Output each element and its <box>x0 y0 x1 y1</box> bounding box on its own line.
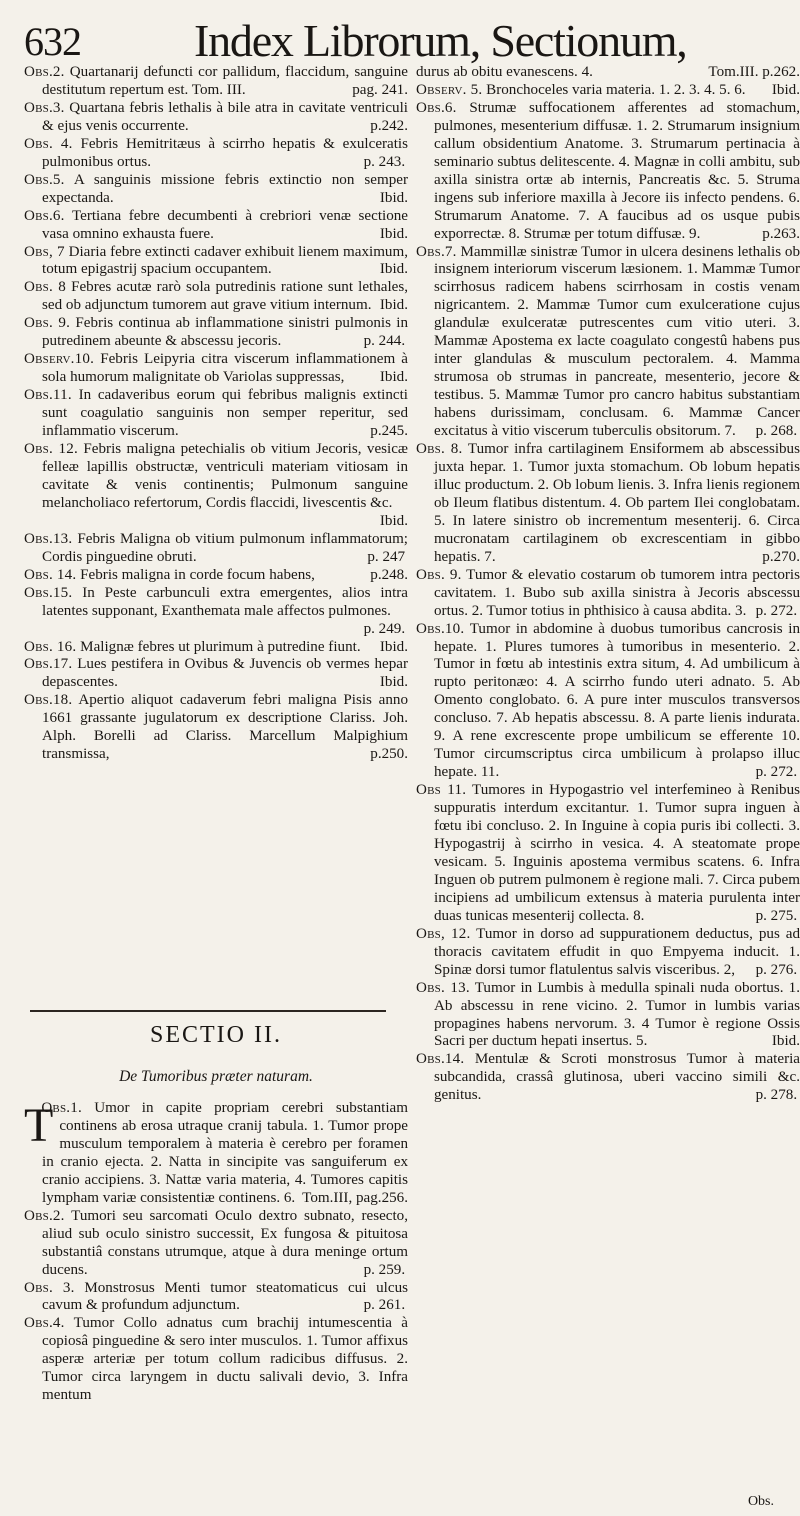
index-entry <box>24 1208 408 1280</box>
page-number: 632 <box>24 19 81 64</box>
observation-label: Obs. 16. <box>24 638 77 655</box>
observation-text: Tumor in dorso ad suppurationem deductus, pus ad thoracis cavitatem effudit in quo Empyema inducit. 1. Spinæ dorsi tumor flatulentus salvis visceribus. 2, <box>434 925 800 978</box>
page-reference: p. 278. <box>755 1087 798 1104</box>
index-entry <box>24 1280 408 1316</box>
observation-text: Febris Leipyria citra viscerum inflammationem à sola humorum malignitate ob Variolas suppressas, <box>42 351 408 386</box>
page-reference: p. 276. <box>755 961 798 978</box>
index-entry <box>24 244 408 280</box>
index-entry <box>24 64 408 100</box>
page-reference: Ibid. <box>379 261 408 278</box>
observation-label: Obs, 12. <box>416 925 471 942</box>
page-reference: p. 272. <box>755 602 798 619</box>
observation-label: Obs.18. <box>24 692 73 709</box>
observation-text: Tertiana febre decumbenti à crebriori venæ sectione vasa omnino exhausta fuere. <box>42 207 408 242</box>
page-reference: p. 272. <box>755 764 798 781</box>
index-entry <box>24 136 408 172</box>
index-entry <box>416 244 800 441</box>
page-reference: pag. 241. <box>352 81 408 98</box>
page-reference: Ibid. <box>379 189 408 206</box>
page-reference: p. 268. <box>755 423 798 440</box>
observation-text: Febris Hemitritæus à scirrho hepatis & exulceratis pulmonibus ortus. <box>42 135 409 170</box>
index-entry <box>24 656 408 692</box>
page-reference: p. 259. <box>363 1261 406 1278</box>
index-entry <box>24 387 408 441</box>
observation-text: Tumor Collo adnatus cum brachij intumescentia à copiosâ pinguedine & sero inter musculos. 1. Tumor affixus asperæ arteriæ per totum collum radicibus diffusus. 2. Tumor circa laryngem in ductu salivali devio, 3. Infra mentum <box>42 1315 408 1404</box>
observation-text: Apertio aliquot cadaverum febri maligna Pisis anno 1661 grassante jugulatorum ex descriptione Clariss. Joh. Alph. Borelli ad Clariss. Marcellum Malpighium transmissa, <box>42 692 408 763</box>
index-entry <box>416 82 800 100</box>
index-entry <box>24 1100 408 1208</box>
observation-text: Malignæ febres ut plurimum à putredine fiunt. <box>80 638 361 655</box>
observation-text: Umor in capite propriam cerebri substantiam continens ab erosa utraque cranij tabula. 1. Tumor prope musculum temporalem à materia è cerebro per foramen in cranio ejecta. 2. Natta in sincipite vas sanguiferum ex cranio accipiens. 3. Nattæ varia materia, 4. Tumores capitis lympham variæ consistentiæ continens. 6. <box>42 1100 408 1206</box>
observation-label: Obs.2. <box>24 1207 65 1224</box>
page-reference: Ibid. <box>771 1033 800 1050</box>
index-entry <box>416 926 800 980</box>
observation-label: Obs, 7 <box>24 243 65 260</box>
page-reference: p.248. <box>370 566 408 583</box>
observation-text: Tumor in abdomine à duobus tumoribus cancrosis in hepate. 1. Plures tumores à tumoribus in mesenterio. 2. Tumor in fœtu ab intestinis extra situm, 4. Ad umbilicum à rupto peritonæo: 4. A scirrho fundo uteri adnato. 5. Ab Omento conglobato. 6. A pure inter musculos transversos concluso. 7. Ab hepatis abscessu. 8. A parte lienis indurata. 9. A rene excrescente prope umbilicum se efferente 10. Tumor circumscriptus circa umbilicum à prolapso illuc hepate. 11. <box>434 620 800 781</box>
observation-text: Mentulæ & Scroti monstrosus Tumor à materia subcandida, crassâ glutinosa, uberi vaccino simili &c. genitus. <box>434 1051 800 1104</box>
observation-label: Obs.6. <box>24 207 65 224</box>
page-reference: p. 261. <box>363 1297 406 1314</box>
observation-label: Obs.1. <box>41 1100 82 1116</box>
index-entry <box>24 315 408 351</box>
page-reference: p. 247 <box>367 548 406 565</box>
observation-text: Febres acutæ rarò sola putredinis ratione sunt lethales, sed ob adjunctum tumorem aut grave vitium internum. <box>42 279 409 314</box>
page-reference: p.270. <box>762 548 800 565</box>
observation-label: Obs.6. <box>416 99 457 116</box>
page-reference: p.242. <box>370 117 408 134</box>
observation-text: Tumores in Hypogastrio vel interfemineo à Renibus suppuratis interdum excitantur. 1. Tumor supra inguen à fœtu ibi concluso. 2. In Inguine à copia puris ibi collecti. 3. Hypogastrij à scirrho in vesica. 4. A steatomate prope vesicam. 5. Inguinis apostema vermibus scatens. 6. Infra Inguen ob putrem pulmonem è regione mali. 7. Circa pubem incipiens ad umbilicum extensus à materia purulenta inter duas tunicas mesenterij collecta. 8. <box>434 782 800 924</box>
running-head: Index Librorum, Sectionum, <box>194 15 687 66</box>
observation-label: Obs. 14. <box>24 566 77 583</box>
page-reference: Tom.III. p.262. <box>708 64 800 80</box>
page-reference: p.263. <box>762 225 800 242</box>
observation-label: Obs.11. <box>24 387 72 404</box>
observation-text: Quartana febris lethalis à bile atra in cavitate ventriculi & ejus venis occurrente. <box>42 99 408 134</box>
index-entry <box>24 279 408 315</box>
drop-cap: T <box>24 1099 54 1152</box>
index-entry <box>24 567 408 585</box>
observation-label: Obs.14. <box>416 1051 465 1068</box>
observation-text: Tumori seu sarcomati Oculo dextro subnato, resecto, aliud sub oculo sinistro successit, Ex fungosa & pituitosa substantiâ constans utrumque, atque à dura meninge ortum ducens. <box>42 1207 408 1278</box>
page-reference: Ibid. <box>771 81 800 98</box>
observation-text: Quartanarij defuncti cor pallidum, flaccidum, sanguine destitutum repertum est. Tom. III. <box>42 64 408 98</box>
observation-label: Obs 11. <box>416 782 467 799</box>
page-reference: Ibid. <box>379 512 408 529</box>
page-reference: Ibid. <box>379 225 408 242</box>
observation-text: A sanguinis missione febris extinctio non semper expectanda. <box>42 171 408 206</box>
observation-label: Obs.3. <box>24 99 65 116</box>
observation-label: Obs. 8 <box>24 279 66 296</box>
page-reference: Ibid. <box>379 369 408 386</box>
observation-text: Diaria febre extincti cadaver exhibuit lienem maximum, totum epigastrij spacium occupantem. <box>42 243 408 278</box>
page-header <box>0 0 800 66</box>
page-reference: Ibid. <box>379 297 408 314</box>
section-title: SECTIO II. <box>150 1022 282 1048</box>
index-entry <box>24 531 408 567</box>
page-reference: p. 244. <box>363 333 406 350</box>
index-entry <box>416 567 800 621</box>
observation-text: Bronchoceles varia materia. 1. 2. 3. 4. 5. 6. <box>486 81 746 98</box>
section-divider <box>30 1010 386 1012</box>
index-entry <box>24 692 408 764</box>
index-entry <box>416 782 800 926</box>
observation-text: Mammillæ sinistræ Tumor in ulcera desinens lethalis ob insignem interiorum viscerum læsionem. 1. Mammæ Tumor scirrhosus radicem habens scirrhosam in costis venam nigricantem. 2. Mammæ Tumor cum exulceratione cujus glandulæ exulceratæ putrescentes cum vitio uteri. 3. Mammæ Apostema ex lacte coagulato congestû habens pus inter glandulas & musculum pectoralem. 4. Mamma strumosa ob strumas in pancreate, mesenterio, jecore & testibus. 5. Mammæ Tumor pro cancro habitus substantiam habens durissimam, conclusam. 6. Mammæ Cancer excitatus à vitio viscerum tuberculis obsitorum. 7. <box>434 243 800 440</box>
catchword: Obs. <box>747 1494 774 1509</box>
page-reference: p. 275. <box>755 907 798 924</box>
index-entry <box>24 441 408 531</box>
observation-text: durus ab obitu evanescens. 4. <box>416 64 593 80</box>
observation-label: Obs. 8. <box>416 441 463 458</box>
observation-label: Obs.2. <box>24 64 65 80</box>
observation-label: Obs. 4. <box>24 135 73 152</box>
observation-label: Obs.4. <box>24 1315 65 1332</box>
page-reference: Ibid. <box>379 638 408 655</box>
index-entry <box>24 585 408 639</box>
observation-text: Febris continua ab inflammatione sinistri pulmonis in putredinem abeunte & abscessu jecoris. <box>42 315 409 350</box>
index-entry <box>24 1315 408 1405</box>
observation-label: Obs.5. <box>24 171 65 188</box>
right-column <box>416 64 800 1504</box>
observation-text: Tumor in Lumbis à medulla spinali nuda obortus. 1. Ab abscessu in rene vicino. 2. Tumor in lumbis varias propagines habens nervorum. 3. 4 Tumor è regione Ossis Sacri per ductum hepati insertus. 5. <box>434 979 800 1050</box>
index-entry <box>416 980 800 1052</box>
observation-label: Obs. 9. <box>416 566 462 583</box>
index-entry <box>416 441 800 567</box>
observation-label: Obs. 3. <box>24 1279 75 1296</box>
page-reference: p. 243. <box>363 153 406 170</box>
observation-text: Febris Maligna ob vitium pulmonum inflammatorum; Cordis pinguedine obruti. <box>42 530 409 565</box>
observation-label: Observ. 5. <box>416 81 483 98</box>
observation-text: Febris maligna in corde focum habens, <box>80 566 315 583</box>
index-entry <box>24 639 408 657</box>
page-reference: Ibid. <box>379 674 408 691</box>
index-entry <box>24 100 408 136</box>
observation-text: Tumor infra cartilaginem Ensiformem ab abscessibus juxta hepar. 1. Tumor juxta stomachum. Ob lobum hepatis illuc productum. 2. Ob lobum lienis. 3. Infra lienis regionem ob Ileum flatibus distentum. 4. Ob partem Ilei conglobatam. 5. In latere sinistro ob incrementum mesenterij. 6. Circa mucronatam cartilaginem ob excrescentiam in gibbo hepatis. 7. <box>434 441 800 565</box>
index-entry <box>416 1051 800 1105</box>
page-reference: p.245. <box>370 423 408 440</box>
index-entry <box>416 100 800 244</box>
index-entry <box>24 351 408 387</box>
observation-label: Obs.10. <box>416 620 465 637</box>
observation-label: Obs.17. <box>24 656 73 673</box>
section-subtitle: De Tumoribus præter naturam. <box>119 1068 313 1085</box>
page-reference: Tom.III, pag.256. <box>302 1189 408 1206</box>
page-reference: p.250. <box>370 746 408 763</box>
observation-text: Lues pestifera in Ovibus & Juvencis ob vermes hepar depascentes. <box>42 656 408 691</box>
observation-label: Obs.13. <box>24 530 73 547</box>
index-entry <box>416 64 800 82</box>
observation-label: Obs. 12. <box>24 441 78 458</box>
index-entry <box>24 172 408 208</box>
observation-text: Monstrosus Menti tumor steatomaticus cui ulcus cavum & profundum adjunctum. <box>42 1279 408 1314</box>
observation-label: Obs.15. <box>24 584 73 601</box>
observation-text: In cadaveribus eorum qui febribus malignis extincti sunt coagulatio sanguinis non semper reperitur, sed inflammatio viscerum. <box>42 387 409 440</box>
observation-label: Obs.7. <box>416 243 457 260</box>
page-reference: p. 249. <box>363 620 406 637</box>
observation-text: Tumor & elevatio costarum ob tumorem intra pectoris cavitatem. 1. Bubo sub axilla sinistra à Jecoris abscessu ortus. 2. Tumor totius in phthisico à causa abdita. 3. <box>434 566 800 619</box>
observation-label: Observ.10. <box>24 351 95 368</box>
observation-label: Obs. 13. <box>416 979 470 996</box>
observation-text: Febris maligna petechialis ob vitium Jecoris, vesicæ felleæ lapillis obstructæ, ventriculi materiam vitiosam in cavitate & venis continentis; Pulmonum sanguine melancholiaco refertorum, Cordis flaccidi, livescentis &c. <box>42 441 408 511</box>
observation-text: In Peste carbunculi extra emergentes, alios intra latentes supponant, Exanthemata male affectos pulmones. <box>42 584 408 619</box>
observation-text: Strumæ suffocationem afferentes ad stomachum, pulmones, mesenterium diffusæ. 1. 2. Strumarum insignium callum obsidentium Anatome. 3. Strumarum pertinacia à seminario subtus delitescente. 4. Magnæ in colli ambitu, sub axilla sinistra ortæ ab internis, Pancreatis &c. 5. Struma ingens sub inferiore maxilla à Jecore iis infecto pendens. 6. Strumarum Anatome. 7. A faucibus ad os usque pubis exporrectæ. 8. Strumæ per totum diffusæ. 9. <box>434 99 800 242</box>
observation-label: Obs. 9. <box>24 315 71 332</box>
index-entry <box>24 208 408 244</box>
section-body <box>24 1100 408 1405</box>
index-entry <box>416 621 800 783</box>
